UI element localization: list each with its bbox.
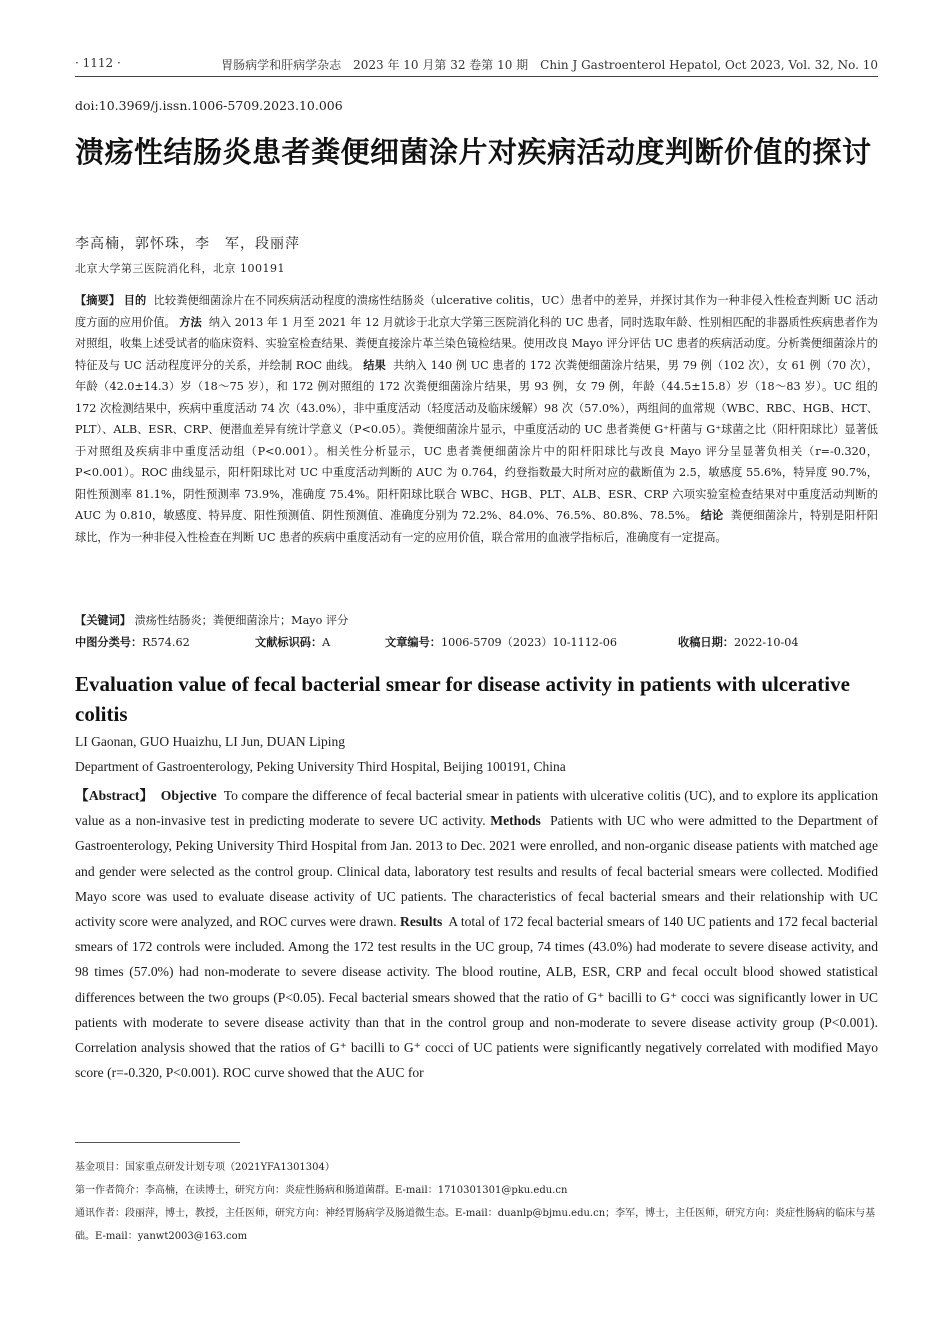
footnote-corresponding: 通讯作者：段丽萍，博士，教授，主任医师，研究方向：神经胃肠病学及肠道微生态。E-mail：duanlp@bjmu.edu.cn；李军，博士，主任医师，研究方向：炎症性肠病的临床与基础。E-mail：yanwt2003@163.com (75, 1208, 876, 1242)
abstract-en-objective-label: Objective (160, 788, 217, 803)
meta-received-value: 2022-10-04 (733, 636, 799, 649)
meta-clc-label: 中图分类号： (75, 636, 143, 649)
footnotes (75, 1156, 878, 1248)
running-header (75, 56, 878, 76)
footnote-first-author: 第一作者简介：李高楠，在读博士，研究方向：炎症性肠病和肠道菌群。E-mail：1710301301@pku.edu.cn (75, 1185, 568, 1196)
meta-clc-value: R574.62 (142, 636, 190, 649)
authors-en: LI Gaonan, GUO Huaizhu, LI Jun, DUAN Liping (75, 734, 345, 749)
footnote-rule (75, 1142, 240, 1143)
header-rule (75, 76, 878, 77)
meta-doc-value: A (322, 636, 331, 649)
journal-info: 胃肠病学和肝病学杂志 2023 年 10 月第 32 卷第 10 期 Chin J Gastroenterol Hepatol, Oct 2023, Vol. 32, No. 10 (221, 58, 878, 72)
abstract-cn (75, 290, 878, 548)
abstract-en (75, 783, 878, 1085)
meta-article-number (385, 634, 617, 650)
footnote-fund: 基金项目：国家重点研发计划专项（2021YFA1301304） (75, 1162, 335, 1173)
meta-article-value: 1006-5709（2023）10-1112-06 (440, 636, 618, 649)
affiliation-cn: 北京大学第三医院消化科，北京 100191 (75, 262, 285, 275)
meta-clc (75, 634, 190, 650)
keywords-cn (75, 611, 878, 631)
abstract-cn-objective-label: 目的 (123, 294, 147, 307)
abstract-en-objective: To compare the difference of fecal bacterial smear in patients with ulcerative colitis (UC), and to explore its application value as a non-invasive test in predicting moderate to severe UC activity. (75, 788, 878, 829)
title-cn: 溃疡性结肠炎患者粪便细菌涂片对疾病活动度判断价值的探讨 (75, 135, 872, 169)
abstract-cn-results: 共纳入 140 例 UC 患者的 172 次粪便细菌涂片结果，男 79 例（102 次），女 61 例（70 次），年龄（42.0±14.3）岁（18～75 岁），和 172 例对照组的 172 次粪便细菌涂片结果，男 93 例，女 79 例，年龄（44.5±15.8）岁（18～83 岁）。UC 组的 172 次检测结果中，疾病中重度活动 74 次（43.0%），非中重度活动（轻度活动及临床缓解）98 次（57.0%），两组间的血常规（WBC、RBC、HGB、HCT、PLT）、ALB、ESR、CRP、便潜血差异有统计学意义（P<0.05）。粪便细菌涂片显示，中重度活动的 UC 患者粪便 G⁺杆菌与 G⁺球菌之比（阳杆阳球比）显著低于对照组及疾病非中重度活动组（P<0.001）。相关性分析显示，UC 患者粪便细菌涂片中的阳杆阳球比与改良 Mayo 评分呈显著负相关（r=-0.320，P<0.001）。ROC 曲线显示，阳杆阳球比对 UC 中重度活动判断的 AUC 为 0.764，约登指数最大时所对应的截断值为 2.5，敏感度 55.6%，特异度 90.7%，阳性预测率 81.1%，阴性预测率 73.9%，准确度 75.4%。阳杆阳球比联合 WBC、HGB、PLT、ALB、ESR、CRP 六项实验室检查结果对中重度活动判断的 AUC 为 0.810，敏感度、特异度、阳性预测值、阴性预测值、准确度分别为 72.2%、84.0%、76.5%、80.8%、78.5%。 (75, 358, 879, 522)
abstract-en-methods-label: Methods (490, 813, 541, 829)
meta-doc-code (255, 634, 330, 650)
title-en: Evaluation value of fecal bacterial smear for disease activity in patients with ulcerative colitis (75, 672, 850, 726)
affiliation-en: Department of Gastroenterology, Peking University Third Hospital, Beijing 100191, China (75, 759, 566, 774)
meta-received-label: 收稿日期： (678, 636, 734, 649)
doi[interactable]: doi:10.3969/j.issn.1006-5709.2023.10.006 (75, 98, 343, 113)
abstract-cn-tag: 【摘要】 (75, 294, 121, 307)
abstract-cn-conclusion: 粪便细菌涂片，特别是阳杆阳球比，作为一种非侵入性检查在判断 UC 患者的疾病中重度活动有一定的应用价值，联合常用的血液学指标后，准确度有一定提高。 (75, 509, 878, 544)
abstract-cn-objective: 比较粪便细菌涂片在不同疾病活动程度的溃疡性结肠炎（ulcerative colitis，UC）患者中的差异，并探讨其作为一种非侵入性检查判断 UC 活动度方面的应用价值。 (75, 294, 878, 329)
keywords-cn-text: 溃疡性结肠炎；粪便细菌涂片；Mayo 评分 (134, 614, 349, 627)
abstract-en-tag: 【Abstract】 (75, 788, 154, 803)
page-number: · 1112 · (75, 56, 121, 70)
abstract-cn-results-label: 结果 (363, 358, 386, 372)
abstract-cn-methods-label: 方法 (179, 315, 202, 329)
abstract-en-results-label: Results (400, 914, 443, 930)
authors-cn: 李高楠，郭怀珠，李 军，段丽萍 (75, 236, 300, 252)
meta-doc-label: 文献标识码： (255, 636, 323, 649)
meta-article-label: 文章编号： (385, 636, 441, 649)
abstract-en-methods: Patients with UC who were admitted to the Department of Gastroenterology, Peking University Third Hospital from Jan. 2013 to Dec. 2021 were enrolled, and non-organic disease patients with matched age and gender were selected as the control group. Clinical data, laboratory test results and results of fecal bacterial smears were collected. Modified Mayo score was used to evaluate disease activity of UC patients. The characteristics of fecal bacterial smears and their relationship with UC activity score were analyzed, and ROC curves were drawn. (75, 813, 878, 930)
keywords-cn-tag: 【关键词】 (75, 614, 131, 627)
meta-received-date (678, 634, 798, 650)
abstract-cn-methods: 纳入 2013 年 1 月至 2021 年 12 月就诊于北京大学第三医院消化科的 UC 患者，同时选取年龄、性别相匹配的非器质性疾病患者作为对照组，收集上述受试者的临床资料、实验室检查结果、粪便直接涂片革兰染色镜检结果。使用改良 Mayo 评分评估 UC 患者的疾病活动度。分析粪便细菌涂片的特征及与 UC 活动程度评分的关系，并绘制 ROC 曲线。 (75, 315, 878, 372)
abstract-cn-conclusion-label: 结论 (700, 509, 724, 522)
abstract-en-results: A total of 172 fecal bacterial smears of 140 UC patients and 172 fecal bacterial smears of 172 controls were included. Among the 172 test results in the UC group, 74 times (43.0%) had moderate to severe disease activity, and 98 times (57.0%) had non-moderate to severe disease activity. The blood routine, ALB, ESR, CRP and fecal occult blood showed statistical differences between the two groups (P<0.05). Fecal bacterial smears showed that the ratio of G⁺ bacilli to G⁺ cocci was significantly lower in UC patients with moderate to severe disease activity than that in the control group and non-moderate to severe disease activity group (P<0.001). Correlation analysis showed that the ratios of G⁺ bacilli to G⁺ cocci of UC patients were significantly negatively correlated with modified Mayo score (r=-0.320, P<0.001). ROC curve showed that the AUC for (75, 914, 878, 1081)
